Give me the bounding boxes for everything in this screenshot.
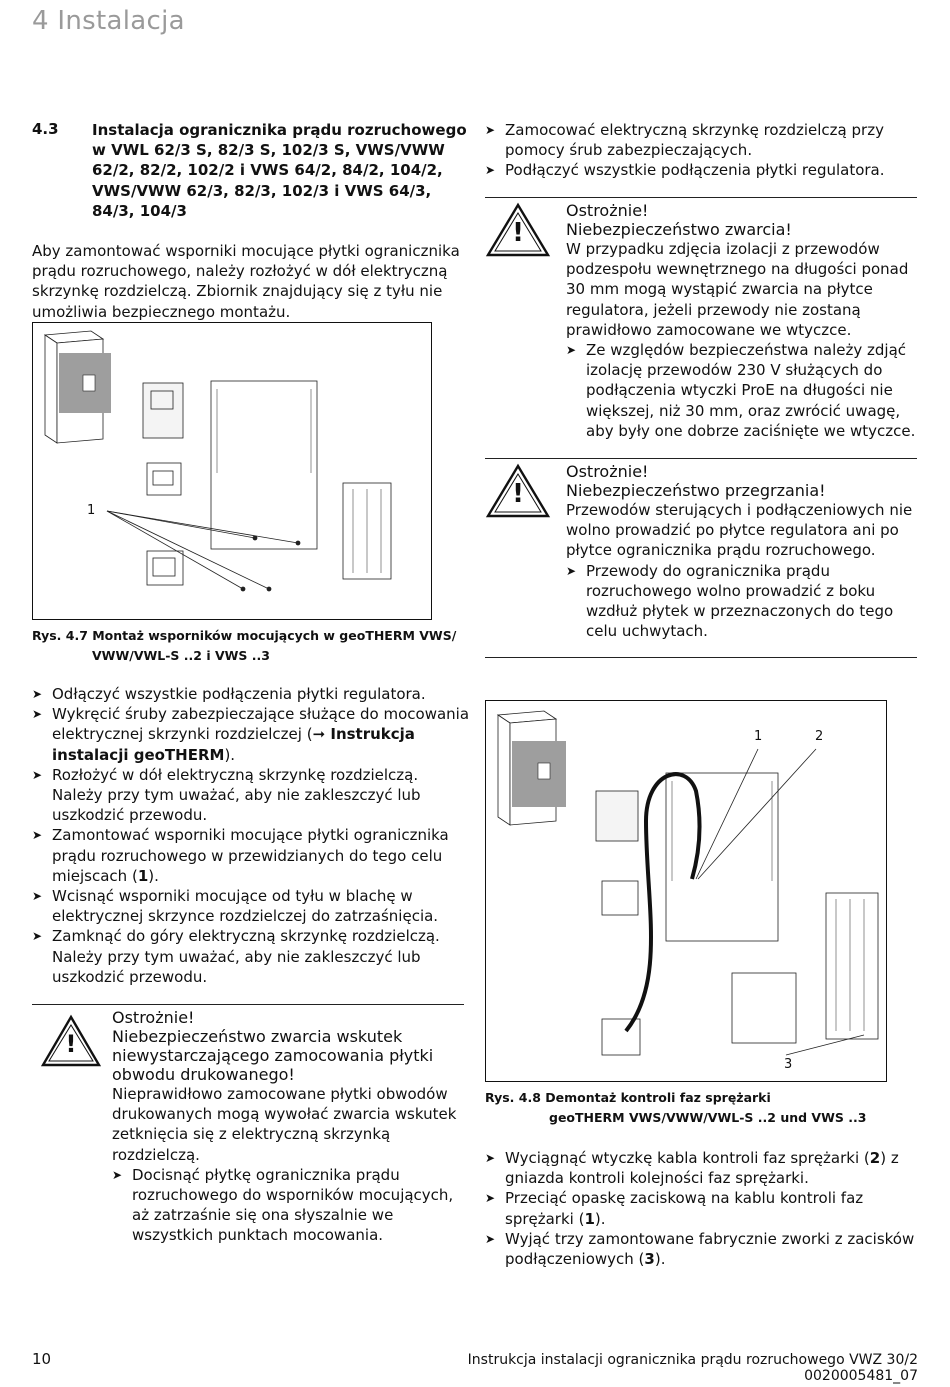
bullet-arrow-icon: ➤ <box>32 929 43 944</box>
warning-subtitle: Niebezpieczeństwo przegrzania! <box>566 481 826 500</box>
step-remove-jumpers: ➤ Wyjąć trzy zamontowane fabrycznie zworki z zacisków podłączeniowych (3). <box>485 1229 915 1269</box>
warning-body: W przypadku zdjęcia izolacji z przewodów podzespołu wewnętrznego na długości ponad 30 mm mogą wystąpić zwarcia na płytce regulatora, jeżeli przewody nie zostaną prawidłowo zamocowane we wtyczce. <box>566 240 909 339</box>
step-unscrew-safety-screws: ➤ Wykręcić śruby zabezpieczające służące do mocowania elektrycznej skrzynki rozdzielczej (➞ Instrukcja instalacji geoTHERM). <box>32 705 470 764</box>
warning-title: Ostrożnie! <box>112 1008 195 1027</box>
step-fasten-box: ➤ Zamocować elektryczną skrzynkę rozdzielczą przy pomocy śrub zabezpieczających. <box>485 121 884 160</box>
heat-pump-unit-illustration <box>498 711 566 825</box>
right-bottom-steps <box>485 1148 917 1269</box>
step-connect-all: ➤ Podłączyć wszystkie podłączenia płytki regulatora. <box>485 161 885 180</box>
bullet-arrow-icon: ➤ <box>485 1231 496 1246</box>
section-title: Instalacja ogranicznika prądu rozruchowego w VWL 62/3 S, 82/3 S, 102/3 S, VWS/VWW 62/2, 82/2, 102/2 i VWS 64/2, 84/2, 104/2, VWS/VWW 62/3, 82/3, 102/3 i VWS 64/3, 84/3, 104/3 <box>92 121 467 220</box>
chapter-header: 4 Instalacja <box>32 6 185 36</box>
figure-4-7-label-1: 1 <box>87 503 96 518</box>
figure-4-8-caption-line2: geoTHERM VWS/VWW/VWL-S ..2 und VWS ..3 <box>549 1110 867 1125</box>
figure-4-7-drawing <box>33 323 431 619</box>
heat-pump-unit-illustration <box>45 331 111 443</box>
warning-block-overheat <box>566 462 918 641</box>
cross-reference-arrow-icon: ➞ <box>312 725 326 744</box>
warning-block-pcb <box>112 1008 464 1246</box>
figure-4-8-caption <box>485 1088 925 1128</box>
step-fold-down-box: ➤ Rozłożyć w dół elektryczną skrzynkę rozdzielczą. Należy przy tym uważać, aby nie zakleszczyć lub uszkodzić przewodu. <box>32 765 421 825</box>
figure-4-7-caption <box>32 626 472 666</box>
warning-title: Ostrożnie! <box>566 201 649 220</box>
warning-step: ➤ Docisnąć płytkę ogranicznika prądu rozruchowego do wsporników mocujących, aż zatrzaśnie się ona słyszalnie we wszystkich punktach mocowania. <box>112 1165 454 1245</box>
bullet-arrow-icon: ➤ <box>485 163 496 178</box>
left-steps-list <box>32 684 472 987</box>
warning-title: Ostrożnie! <box>566 462 649 481</box>
section-number: 4.3 <box>32 120 59 138</box>
bullet-arrow-icon: ➤ <box>566 563 577 578</box>
figure-4-8-drawing <box>486 701 886 1081</box>
bullet-arrow-icon: ➤ <box>32 889 43 904</box>
bullet-arrow-icon: ➤ <box>32 767 43 782</box>
figure-4-7-caption-line2: VWW/VWL-S ..2 i VWS ..3 <box>92 648 270 663</box>
bullet-arrow-icon: ➤ <box>32 828 43 843</box>
warning-body: Nieprawidłowo zamocowane płytki obwodów drukowanych mogą wywołać zwarcia wskutek zetknięcia się z elektryczną skrzynką rozdzielczą. <box>112 1085 457 1164</box>
warning-triangle-icon: ! <box>485 202 551 258</box>
warning-triangle-icon: ! <box>40 1014 102 1068</box>
figure-4-8-label-2: 2 <box>815 729 824 744</box>
warning-divider <box>485 657 917 658</box>
intro-paragraph: Aby zamontować wsporniki mocujące płytki ogranicznika prądu rozruchowego, należy rozłożyć w dół elektryczną skrzynkę rozdzielczą. Zbiornik znajdujący się z tyłu nie umożliwia bezpiecznego montażu. <box>32 242 460 321</box>
right-top-steps <box>485 120 917 181</box>
figure-4-7 <box>32 322 432 620</box>
step-press-brackets: ➤ Wcisnąć wsporniki mocujące od tyłu w blachę w elektrycznej skrzynce rozdzielczej do zatrzaśnięcia. <box>32 887 439 926</box>
warning-block-short-circuit <box>566 201 918 441</box>
bullet-arrow-icon: ➤ <box>112 1167 123 1182</box>
bullet-arrow-icon: ➤ <box>32 687 43 701</box>
bullet-arrow-icon: ➤ <box>566 343 577 358</box>
bullet-arrow-icon: ➤ <box>485 1191 496 1206</box>
warning-subtitle: Niebezpieczeństwo zwarcia wskutek niewystarczającego zamocowania płytki obwodu drukowanego! <box>112 1027 434 1084</box>
figure-4-8-label-3: 3 <box>784 1057 793 1072</box>
figure-4-8-label-1: 1 <box>754 729 763 744</box>
warning-triangle-icon: ! <box>485 463 551 519</box>
cross-reference-link: Instrukcja instalacji geoTHERM <box>52 725 415 764</box>
warning-step: ➤ Przewody do ogranicznika prądu rozruchowego wolno prowadzić z boku wzdłuż płytek w przeznaczonych do tego celu uchwytach. <box>566 561 894 641</box>
warning-body: Przewodów sterujących i podłączeniowych nie wolno prowadzić po płytce regulatora ani po płytce ogranicznika prądu rozruchowego. <box>566 501 913 560</box>
figure-4-8 <box>485 700 887 1082</box>
figure-4-7-caption-line1: Rys. 4.7 Montaż wsporników mocujących w geoTHERM VWS/ <box>32 628 457 643</box>
page-number: 10 <box>32 1350 52 1368</box>
bullet-arrow-icon: ➤ <box>485 1151 496 1165</box>
step-close-box: ➤ Zamknąć do góry elektryczną skrzynkę rozdzielczą. Należy przy tym uważać, aby nie zakleszczyć lub uszkodzić przewodu. <box>32 927 440 986</box>
step-disconnect-controller: ➤ Odłączyć wszystkie podłączenia płytki regulatora. <box>32 685 426 703</box>
footer-document-title: Instrukcja instalacji ogranicznika prądu rozruchowego VWZ 30/2 0020005481_07 <box>467 1352 918 1384</box>
step-pull-plug: ➤ Wyciągnąć wtyczkę kabla kontroli faz sprężarki (2) z gniazda kontroli kolejności faz sprężarki. <box>485 1149 899 1188</box>
warning-subtitle: Niebezpieczeństwo zwarcia! <box>566 220 792 239</box>
warning-step: ➤ Ze względów bezpieczeństwa należy zdjąć izolację przewodów 230 V służących do podłączenia wtyczki ProE na długości nie większej, niż 30 mm, oraz zwrócić uwagę, aby były one dobrze zaciśnięte we wtyczce. <box>566 341 916 440</box>
bullet-arrow-icon: ➤ <box>485 123 496 137</box>
step-cut-cable-tie: ➤ Przeciąć opaskę zaciskową na kablu kontroli faz sprężarki (1). <box>485 1189 864 1228</box>
step-mount-brackets: ➤ Zamontować wsporniki mocujące płytki ogranicznika prądu rozruchowego w przewidzianych do tego celu miejscach (1). <box>32 826 449 885</box>
bullet-arrow-icon: ➤ <box>32 707 43 722</box>
warning-divider <box>485 197 917 198</box>
figure-4-8-caption-line1: Rys. 4.8 Demontaż kontroli faz sprężarki <box>485 1090 771 1105</box>
warning-divider <box>485 458 917 459</box>
warning-divider <box>32 1004 464 1005</box>
